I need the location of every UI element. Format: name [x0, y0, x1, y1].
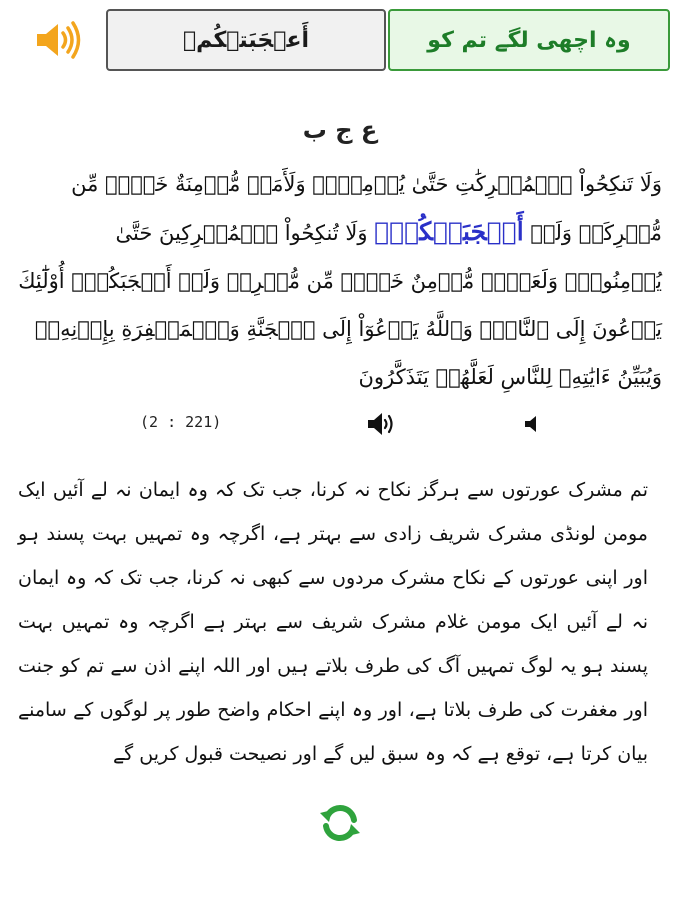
highlighted-word[interactable]: أَعۡجَبَتۡكُمۡۗ	[374, 217, 524, 246]
translation-text: تم مشرک عورتوں سے ہرگز نکاح نہ کرنا، جب تک کہ وہ ایمان نہ لے آئیں ایک مومن لونڈی مشرک شریف زادی سے بہتر ہے، اگرچہ وہ تمہیں بہت پسند ہو اور اپنی عورتوں کے نکاح مشرک مردوں سے کبھی نہ کرنا، جب تک کہ وہ ایمان نہ لے آئیں ایک مومن غلام مشرک شریف سے بہتر ہے اگرچہ وہ تمہیں بہت پسند ہو یہ لوگ تمہیں آگ کی طرف بلاتے ہیں اور اللہ اپنے اذن سے تم کو جنت اور مغفرت کی طرف بلاتا ہے، اور وہ اپنے احکام واضح طور پر لوگوں کے سامنے بیان کرتا ہے، توقع ہے کہ وہ سبق لیں گے اور نصیحت قبول کریں گے	[18, 479, 648, 765]
ayah-text	[18, 160, 662, 401]
ayah-text-before: وَلَا تَنكِحُواْ ٱلۡمُشۡرِكَٰتِ حَتَّىٰ يُؤۡمِنَّۚ وَلَأَمَةٞ مُّؤۡمِنَةٌ خَيۡرٞ مِّن مُّشۡرِكَةٖ وَلَوۡ	[71, 172, 662, 245]
verse-reference: (2 : 221)	[140, 413, 222, 431]
word-button[interactable]: أَعۡجَبَتۡكُمۡ	[106, 9, 386, 71]
refresh-icon[interactable]	[318, 801, 362, 845]
speaker-icon[interactable]	[34, 20, 82, 60]
meaning-button[interactable]: وہ اچھی لگے تم کو	[388, 9, 670, 71]
ayah-text-after: وَلَا تُنكِحُواْ ٱلۡمُشۡرِكِينَ حَتَّىٰ يُؤۡمِنُواْۚ وَلَعَبۡدٞ مُّؤۡمِنٌ خَيۡرٞ مِّن مُّشۡرِكٖ وَلَوۡ أَعۡجَبَكُمۡۗ أُوْلَٰٓئِكَ يَدۡعُونَ إِلَى ٱلنَّارِۖ وَٱللَّهُ يَدۡعُوٓاْ إِلَى ٱلۡجَنَّةِ وَٱلۡمَغۡفِرَةِ بِإِذۡنِهِۦۖ وَيُبَيِّنُ ءَايَٰتِهِۦ لِلنَّاسِ لَعَلَّهُمۡ يَتَذَكَّرُونَ	[18, 221, 662, 389]
root-letters: ع ج ب	[302, 116, 378, 144]
speaker-play-icon[interactable]	[366, 410, 396, 438]
speaker-small-icon[interactable]	[522, 414, 542, 434]
